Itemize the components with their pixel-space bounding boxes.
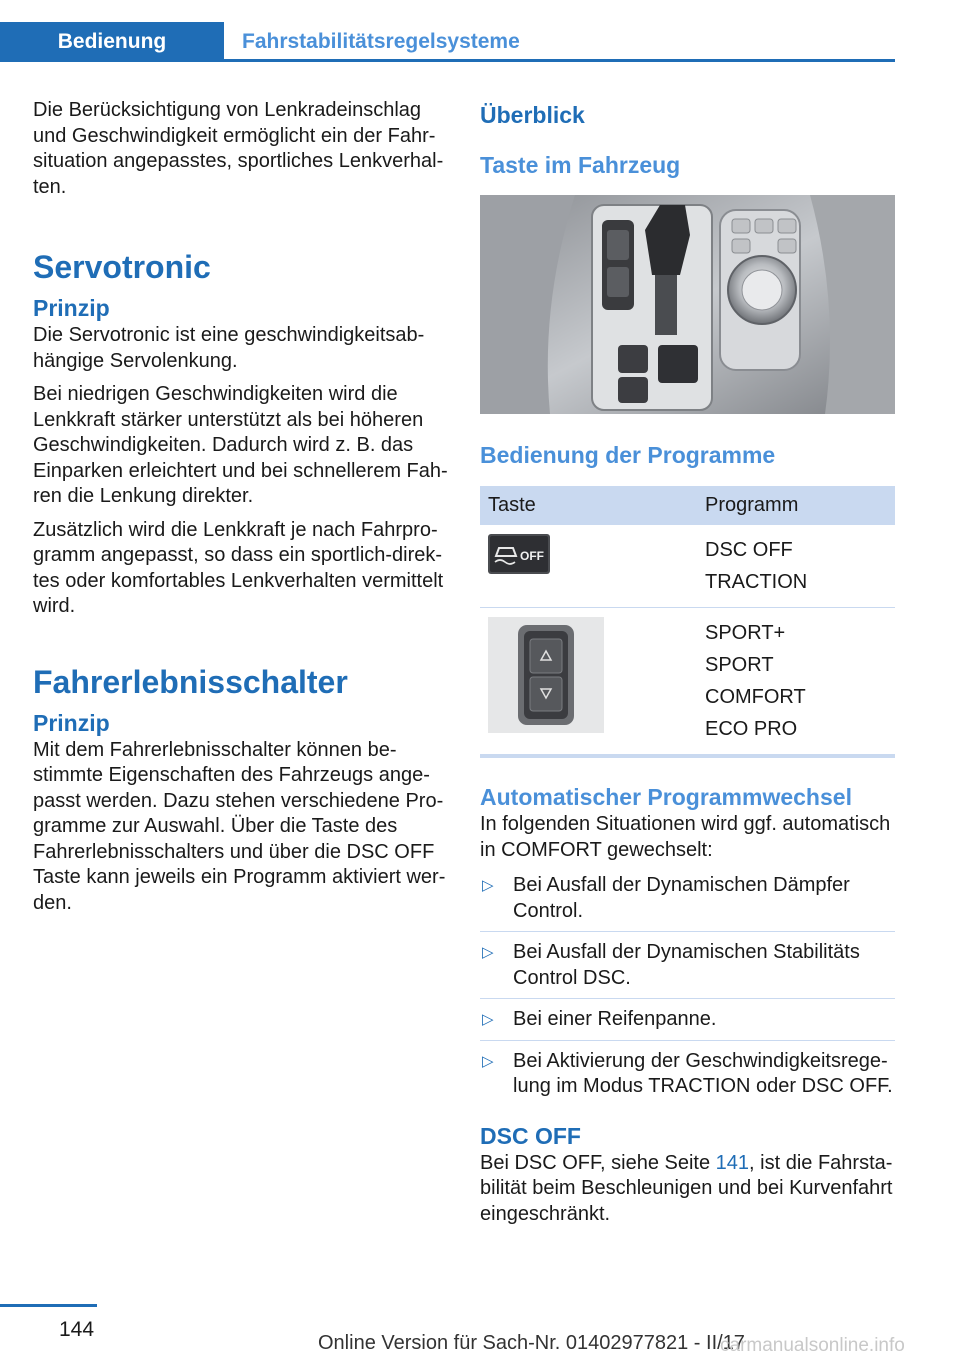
program-dsc-off: DSC OFF <box>705 539 793 561</box>
auto-wechsel-heading: Automatischer Programmwechsel <box>480 784 852 810</box>
table-row <box>480 608 895 755</box>
list-item: ▷ Bei Ausfall der Dynamischen Dämpfer Control. <box>480 873 895 932</box>
auto-wechsel-list <box>480 873 895 1107</box>
fahrerlebnis-heading: Fahrerlebnisschalter <box>33 663 348 700</box>
bedienung-heading: Bedienung der Programme <box>480 442 776 468</box>
table-row <box>480 525 895 608</box>
intro-paragraph: Die Berücksichtigung von Lenkradeinschlag und Geschwindigkeit ermöglicht ein der Fahrsituation angepasstes, sportliches Lenkverhalten. <box>33 99 444 198</box>
program-cell-1 <box>680 525 895 608</box>
left-column <box>33 98 448 924</box>
page-number: 144 <box>59 1318 95 1341</box>
driving-experience-switch-icon <box>488 617 604 733</box>
list-item: ▷ Bei Ausfall der Dynamischen Stabilitäts Control DSC. <box>480 940 895 999</box>
bullet-triangle-icon: ▷ <box>482 1052 494 1070</box>
taste-heading: Taste im Fahrzeug <box>480 152 681 178</box>
program-sport: SPORT <box>705 654 774 676</box>
list-item: ▷ Bei Aktivierung der Geschwindigkeitsregelung im Modus TRACTION oder DSC OFF. <box>482 1049 893 1097</box>
console-photo <box>480 195 895 414</box>
auto-wechsel-intro: In folgenden Situationen wird ggf. automatisch in COMFORT gewechselt: <box>480 813 891 861</box>
servotronic-paragraph-3: Zusätzlich wird die Lenkkraft je nach Fahrprogramm angepasst, so dass ein sportlich-direktes oder komfortables Lenkverhalten vermittelt wird. <box>33 518 444 617</box>
page-header <box>0 0 895 62</box>
table-header-programm: Programm <box>680 486 895 525</box>
servotronic-paragraph-1: Die Servotronic ist eine geschwindigkeitsabhängige Servolenkung. <box>33 324 425 372</box>
header-rule <box>0 59 895 62</box>
bullet-triangle-icon: ▷ <box>482 944 494 961</box>
list-item: ▷ Bei einer Reifenpanne. <box>480 1007 895 1041</box>
program-traction: TRACTION <box>705 571 808 593</box>
servotronic-heading: Servotronic <box>33 249 211 285</box>
program-eco-pro: ECO PRO <box>705 718 798 740</box>
dsc-off-button-icon <box>488 534 550 574</box>
driving-switch-cell <box>480 608 680 755</box>
bullet-triangle-icon: ▷ <box>482 1011 494 1028</box>
dsc-off-paragraph: Bei DSC OFF, siehe Seite 141, ist die Fahrstabilität beim Beschleunigen und bei Kurvenfahrt eingeschränkt. <box>480 1151 893 1225</box>
footer-rule <box>0 1304 97 1307</box>
dsc-off-heading: DSC OFF <box>480 1122 581 1149</box>
fahrerlebnis-paragraph: Mit dem Fahrerlebnisschalter können bestimmte Eigenschaften des Fahrzeugs angepasst werden. Dazu stehen verschiedene Programme zur Auswahl. Über die Taste des Fahrerlebnisschalters und über die DSC OFF Taste kann jeweils ein Programm aktiviert werden. <box>33 738 446 914</box>
ueberblick-heading: Überblick <box>480 102 585 128</box>
table-header-taste: Taste <box>480 486 680 525</box>
servotronic-paragraph-2: Bei niedrigen Geschwindigkeiten wird die Lenkkraft stärker unterstützt als bei höheren Geschwindigkeiten. Dadurch wird z. B. das Einparken erleichtert und bei schnellerem Fahren die Lenkung direkter. <box>33 383 448 507</box>
dsc-off-button-cell <box>480 525 680 608</box>
program-cell-2 <box>680 608 895 755</box>
fahrerlebnis-prinzip-heading: Prinzip <box>33 709 110 736</box>
program-table <box>480 486 895 754</box>
table-header-row <box>480 486 895 525</box>
page-reference-link[interactable]: 141 <box>715 1151 750 1174</box>
dsc-icon-label: OFF <box>520 549 544 563</box>
table-bottom-rule <box>480 754 895 758</box>
servotronic-prinzip-heading: Prinzip <box>33 295 110 321</box>
program-comfort: COMFORT <box>705 686 806 708</box>
right-column <box>480 98 895 1235</box>
online-version-note: Online Version für Sach-Nr. 01402977821 - II/17 <box>318 1332 745 1354</box>
program-sport-plus: SPORT+ <box>705 622 786 644</box>
chapter-tab[interactable]: Bedienung <box>0 22 224 62</box>
watermark: carmanualsonline.info <box>720 1335 905 1356</box>
section-tab[interactable]: Fahrstabilitätsregelsysteme <box>242 30 520 53</box>
bullet-triangle-icon: ▷ <box>482 877 494 894</box>
